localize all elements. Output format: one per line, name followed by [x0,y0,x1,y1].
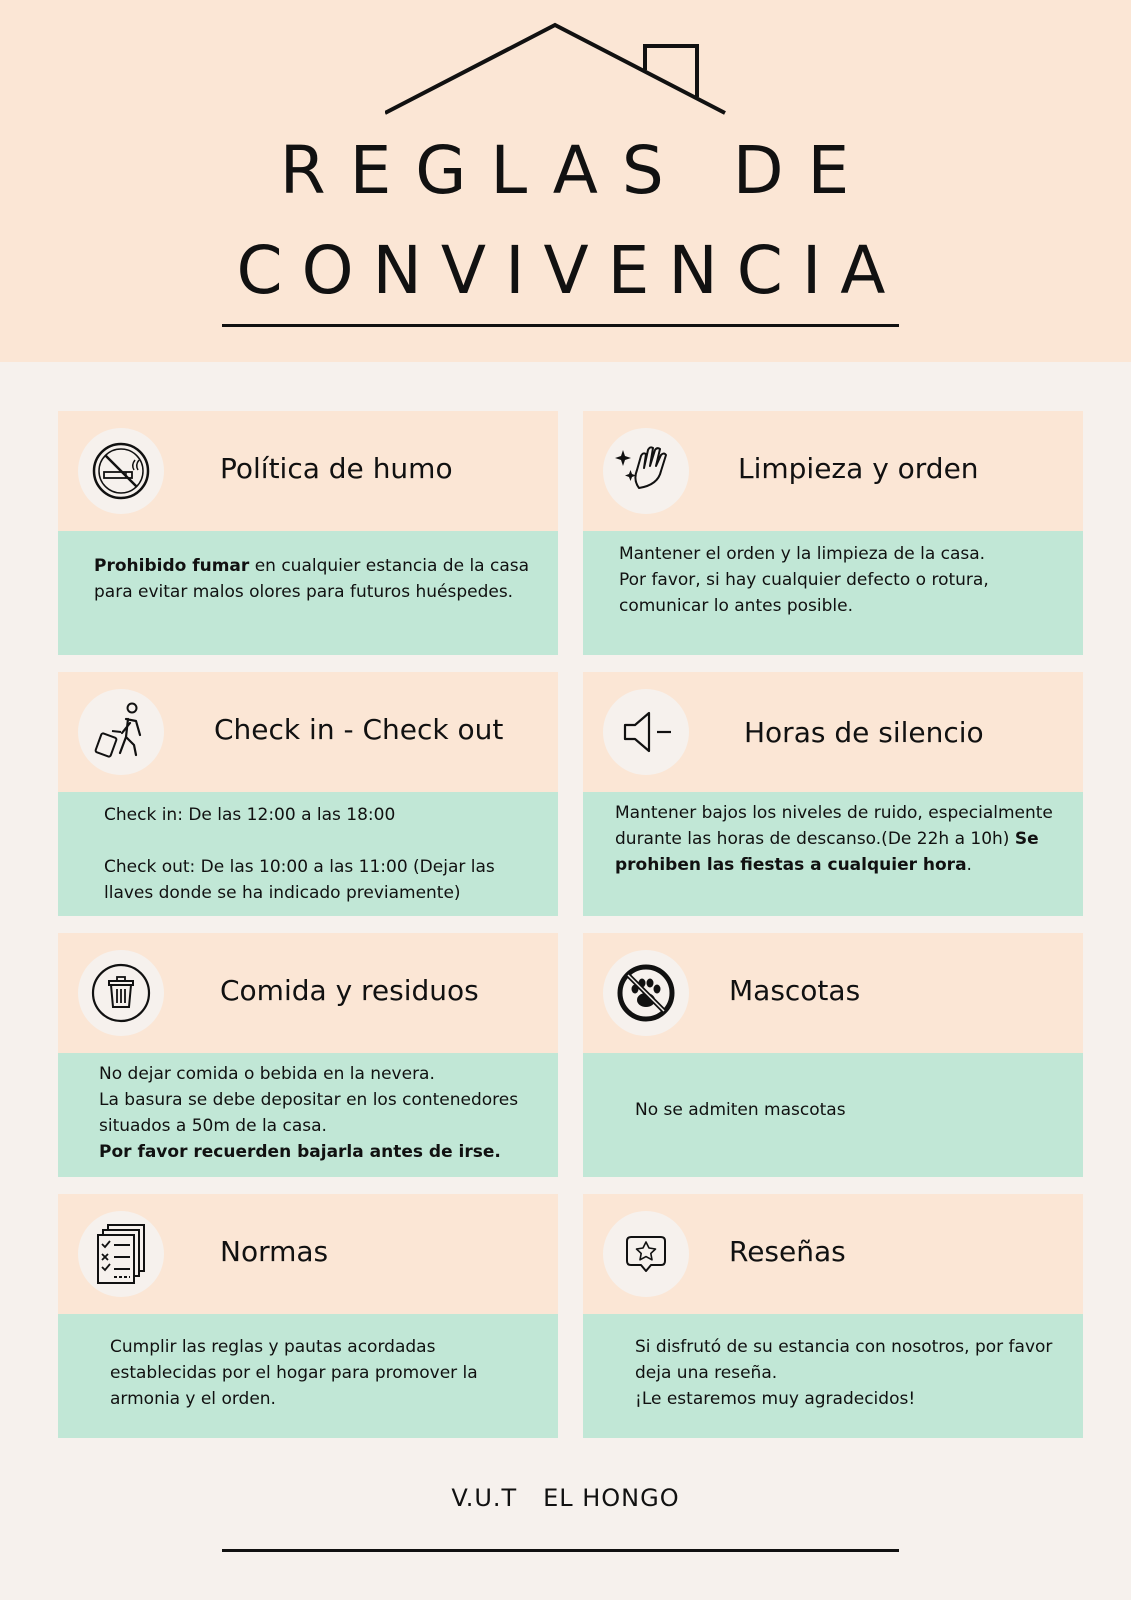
card-title: Horas de silencio [744,716,984,749]
body-line: Si disfrutó de su estancia con nosotros, por favor deja una reseña. [635,1337,1053,1383]
card-body [58,531,558,655]
rule-card-cleaning [583,411,1083,655]
card-title: Check in - Check out [214,713,504,746]
trash-bin-icon [90,962,152,1024]
card-body [583,531,1083,655]
card-body [583,792,1083,916]
traveler-luggage-icon [90,701,152,763]
icon-badge [78,689,164,775]
no-smoking-icon [90,440,152,502]
rule-card-norms [58,1194,558,1438]
card-title: Comida y residuos [220,974,479,1007]
card-header [58,1194,558,1314]
checkout-line: Check out: De las 10:00 a las 11:00 (Dejar las llaves donde se ha indicado previamente) [104,857,495,903]
card-title: Mascotas [729,974,861,1007]
speaker-mute-icon [615,701,677,763]
body-line: ¡Le estaremos muy agradecidos! [635,1389,916,1409]
card-header [583,933,1083,1053]
rule-card-food-waste [58,933,558,1177]
body-bold-text: Prohibido fumar [94,556,250,576]
card-body-text [94,553,534,605]
checkin-line: Check in: De las 12:00 a las 18:00 [104,805,396,825]
icon-badge [603,1211,689,1297]
page-title-line2: CONVIVENCIA [236,232,905,309]
card-body-text [619,541,1069,619]
card-title: Reseñas [729,1235,846,1268]
rule-card-pets [583,933,1083,1177]
card-body [58,792,558,916]
card-header [58,411,558,531]
card-header [583,672,1083,792]
card-header [58,933,558,1053]
no-pets-icon [615,962,677,1024]
body-line: Por favor, si hay cualquier defecto o rotura, comunicar lo antes posible. [619,570,989,616]
card-body-text [99,1061,544,1165]
rule-card-quiet-hours [583,672,1083,916]
title-divider [222,324,899,327]
card-body [583,1053,1083,1177]
icon-badge [603,428,689,514]
card-header [583,411,1083,531]
body-line: No dejar comida o bebida en la nevera. [99,1064,435,1084]
card-title: Normas [220,1235,329,1268]
cleaning-hand-icon [615,440,677,502]
card-body-text [110,1334,510,1412]
body-text: Mantener bajos los niveles de ruido, especialmente durante las horas de descanso.(De 22h a 10h) [615,803,1053,849]
rule-card-reviews [583,1194,1083,1438]
card-header [58,672,558,792]
card-body [58,1053,558,1177]
page-title-line1: REGLAS DE [279,132,874,209]
body-line: La basura se debe depositar en los contenedores situados a 50m de la casa. [99,1090,519,1136]
body-text-end: . [966,855,972,875]
body-line: No se admiten mascotas [635,1100,846,1120]
icon-badge [78,1211,164,1297]
body-bold-text: Por favor recuerden bajarla antes de irse. [99,1142,501,1162]
card-body-text [104,802,544,906]
card-body-text [615,800,1055,878]
footer-divider [222,1549,899,1552]
review-star-icon [615,1223,677,1285]
icon-badge [603,950,689,1036]
house-roof-icon [385,18,745,128]
card-body-text [635,1334,1055,1412]
rule-card-checkin [58,672,558,916]
card-title: Política de humo [220,452,453,485]
icon-badge [78,950,164,1036]
icon-badge [603,689,689,775]
card-body [58,1314,558,1438]
body-line: Cumplir las reglas y pautas acordadas establecidas por el hogar para promover la armonia y el orden. [110,1337,478,1409]
card-title: Limpieza y orden [738,452,979,485]
icon-badge [78,428,164,514]
body-line: Mantener el orden y la limpieza de la casa. [619,544,986,564]
body-bold-text: Se prohiben las fiestas a cualquier hora [615,829,1039,875]
header-banner [0,0,1131,362]
card-header [583,1194,1083,1314]
card-body [583,1314,1083,1438]
rule-card-smoking [58,411,558,655]
card-body-text [635,1097,1065,1123]
checklist-icon [90,1223,152,1285]
footer-brand: V.U.T EL HONGO [451,1484,680,1512]
body-text: en cualquier estancia de la casa para evitar malos olores para futuros huéspedes. [94,556,530,602]
